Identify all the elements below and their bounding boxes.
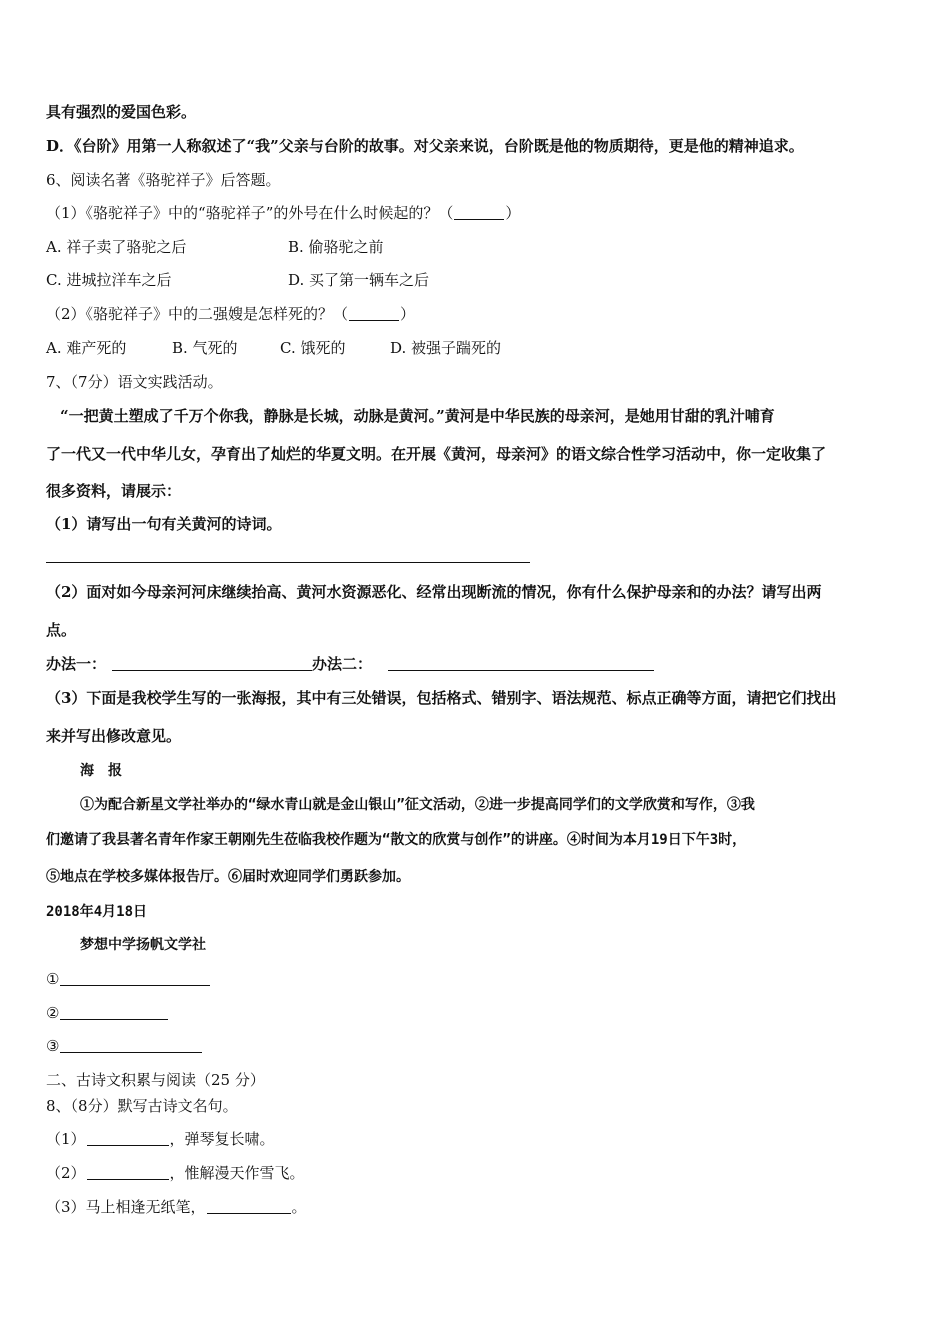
answer-1-marker: ① xyxy=(46,970,60,988)
answer-3 xyxy=(46,1036,203,1056)
option-a: A. 祥子卖了骆驼之后 xyxy=(46,238,187,256)
answer-1-blank[interactable] xyxy=(60,970,210,986)
section-2-heading: 二、古诗文积累与阅读（25 分） xyxy=(46,1071,265,1089)
question-6-1-close: ） xyxy=(505,204,521,222)
answer-blank[interactable] xyxy=(454,204,504,220)
question-8-title: 8、（8分）默写古诗文名句。 xyxy=(46,1097,238,1115)
option-b: B. 偷骆驼之前 xyxy=(288,238,384,256)
question-8-1-number: （1） xyxy=(46,1130,86,1148)
question-6-2-text: （2）《骆驼祥子》中的二强嫂是怎样死的？（ xyxy=(46,305,349,323)
answer-2-blank[interactable] xyxy=(60,1004,168,1020)
answer-blank[interactable] xyxy=(349,305,399,321)
question-8-2-blank[interactable] xyxy=(87,1164,169,1180)
question-6-2 xyxy=(46,304,415,324)
poster-title: 海 报 xyxy=(80,763,122,779)
question-6-2-close: ） xyxy=(400,305,416,323)
answer-2 xyxy=(46,1003,169,1023)
question-7-1: （1）请写出一句有关黄河的诗词。 xyxy=(46,515,282,533)
option-c: C. 进城拉洋车之后 xyxy=(46,271,172,289)
poster-line-1: ①为配合新星文学社举办的“绿水青山就是金山银山”征文活动，②进一步提高同学们的文学欣赏和写作，③我 xyxy=(80,797,755,813)
question-8-2-text: ，惟解漫天作雪飞。 xyxy=(169,1164,305,1182)
poster-line-2: 们邀请了我县著名青年作家王朝刚先生莅临我校作题为“散文的欣赏与创作”的讲座。④时间为本月19日下午3时， xyxy=(46,832,747,848)
question-7-2-line-2: 点。 xyxy=(46,621,77,639)
question-6-1-text: （1）《骆驼祥子》中的“骆驼祥子”的外号在什么时候起的？（ xyxy=(46,204,454,222)
question-8-3 xyxy=(46,1197,307,1217)
answer-line[interactable] xyxy=(46,562,530,563)
option-d: D. 被强子踹死的 xyxy=(390,339,502,357)
question-8-3-end: 。 xyxy=(291,1198,307,1216)
method-2-label: 办法二： xyxy=(312,655,373,673)
answer-3-blank[interactable] xyxy=(60,1037,202,1053)
question-8-1-text: ，弹琴复长啸。 xyxy=(169,1130,275,1148)
question-7-3-line-2: 来并写出修改意见。 xyxy=(46,727,182,745)
question-6-title: 6、阅读名著《骆驼祥子》后答题。 xyxy=(46,171,281,189)
question-7-2-line-1: （2）面对如今母亲河河床继续抬高、黄河水资源恶化、经常出现断流的情况，你有什么保护母亲和的办法？请写出两 xyxy=(46,583,822,601)
question-8-1 xyxy=(46,1129,275,1149)
option-d-text: D．《台阶》用第一人称叙述了“我”父亲与台阶的故事。对父亲来说，台阶既是他的物质期待，更是他的精神追求。 xyxy=(46,137,804,155)
poster-organization: 梦想中学扬帆文学社 xyxy=(80,937,206,953)
question-7-paragraph-line-2: 了一代又一代中华儿女，孕育出了灿烂的华夏文明。在开展《黄河，母亲河》的语文综合性学习活动中，你一定收集了 xyxy=(46,445,827,463)
question-7-3-line-1: （3）下面是我校学生写的一张海报，其中有三处错误，包括格式、错别字、语法规范、标点正确等方面，请把它们找出 xyxy=(46,689,837,707)
question-7-paragraph-line-3: 很多资料，请展示： xyxy=(46,482,182,500)
option-d: D. 买了第一辆车之后 xyxy=(288,271,430,289)
option-c-continuation: 具有强烈的爱国色彩。 xyxy=(46,103,197,121)
question-8-3-text: （3）马上相逢无纸笔， xyxy=(46,1198,206,1216)
question-8-3-blank[interactable] xyxy=(207,1198,291,1214)
answer-1 xyxy=(46,969,211,989)
answer-2-marker: ② xyxy=(46,1004,60,1022)
answer-3-marker: ③ xyxy=(46,1037,60,1055)
question-7-title: 7、（7分）语文实践活动。 xyxy=(46,373,223,391)
question-8-2-number: （2） xyxy=(46,1164,86,1182)
poster-date: 2018年4月18日 xyxy=(46,904,148,920)
question-8-2 xyxy=(46,1163,305,1183)
option-a: A. 难产死的 xyxy=(46,339,127,357)
option-c: C. 饿死的 xyxy=(280,339,346,357)
question-7-paragraph-line-1: “一把黄土塑成了千万个你我，静脉是长城，动脉是黄河。”黄河是中华民族的母亲河，是她用甘甜的乳汁哺育 xyxy=(60,407,775,425)
question-8-1-blank[interactable] xyxy=(87,1130,169,1146)
poster-line-3: ⑤地点在学校多媒体报告厅。⑥届时欢迎同学们勇跃参加。 xyxy=(46,869,410,885)
option-b: B. 气死的 xyxy=(172,339,238,357)
method-1-answer-line[interactable] xyxy=(112,670,312,671)
question-6-1 xyxy=(46,203,520,223)
method-1-label: 办法一： xyxy=(46,655,107,673)
method-2-answer-line[interactable] xyxy=(388,670,654,671)
